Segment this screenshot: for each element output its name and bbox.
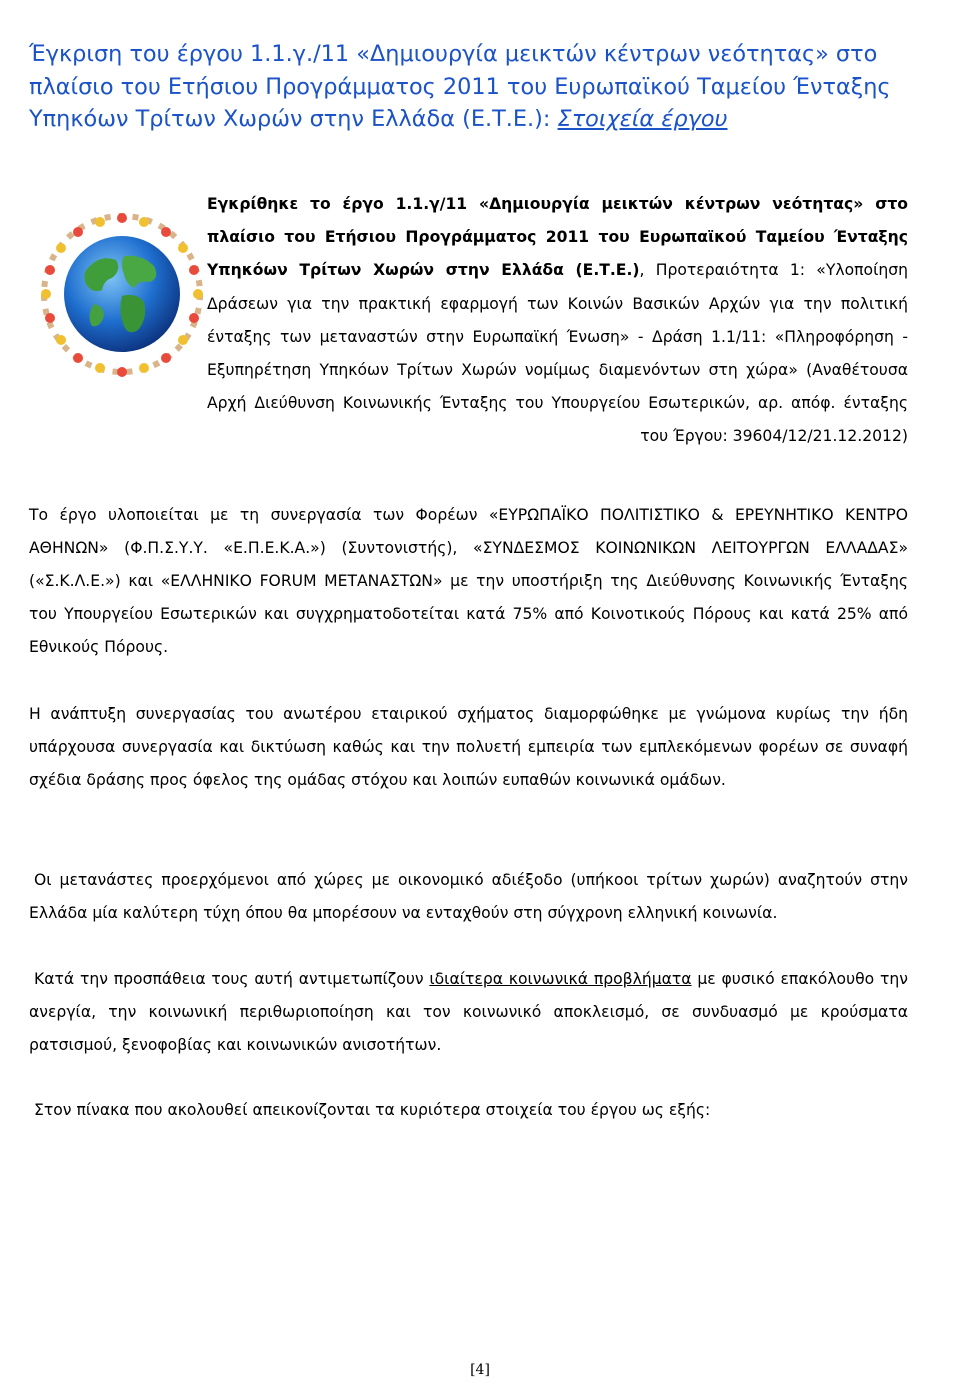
page-number: [4] xyxy=(470,1362,490,1378)
intro-regular-text: , Προτεραιότητα 1: «Υλοποίηση Δράσεων για την πρακτική εφαρμογή των Κοινών Βασικών Αρχών για την πολιτική ένταξης των μεταναστών στην Ευρωπαϊκή Ένωση» - Δράση 1.1/11: «Πληροφόρηση - Εξυπηρέτηση Υπηκόων Τρίτων Χωρών νομίμως διαμενόντων στη χώρα» (Αναθέτουσα Αρχή Διεύθυνση Κοινωνικής Ένταξης του Υπουργείου Εσωτερικών, αρ. απόφ. ένταξης του Έργου: 39604/12/21.12.2012) xyxy=(207,261,908,446)
paragraph-migrants: Οι μετανάστες προερχόμενοι από χώρες με οικονομικό αδιέξοδο (υπήκοοι τρίτων χωρών) αναζητούν στην Ελλάδα μία καλύτερη τύχη όπου θα μπορέσουν να ενταχθούν στη σύγχρονη ελληνική κοινωνία. xyxy=(29,871,908,922)
project-details-link[interactable]: Στοιχεία έργου xyxy=(557,106,728,132)
paragraph-cooperation: Η ανάπτυξη συνεργασίας του ανωτέρου εταιρικού σχήματος διαμορφώθηκε με γνώμονα κυρίως την ήδη υπάρχουσα συνεργασία και δικτύωση καθώς και την πολυετή εμπειρία των εμπλεκόμενων φορέων σε συναφή σχέδια δράσης προς όφελος της ομάδας στόχου και λοιπών ευπαθών κοινωνικά ομάδων. xyxy=(29,705,908,789)
globe-with-children-icon xyxy=(38,208,206,380)
title-text: Έγκριση του έργου 1.1.γ./11 «Δημιουργία μεικτών κέντρων νεότητας» στο πλαίσιο του Ετήσιου Προγράμματος 2011 του Ευρωπαϊκού Ταμείου Ένταξης Υπηκόων Τρίτων Χωρών στην Ελλάδα (Ε.Τ.Ε.): xyxy=(29,41,891,132)
problems-text-after: με φυσικό επακόλουθο την ανεργία, την κοινωνική περιθωριοποίηση και τον κοινωνικό αποκλεισμό, σε συνδυασμό με κρούσματα ρατσισμού, ξενοφοβίας και κοινωνικών ανισοτήτων. xyxy=(29,970,908,1054)
paragraph-problems xyxy=(29,963,908,1062)
social-problems-link[interactable]: ιδιαίτερα κοινωνικά προβλήματα xyxy=(429,970,692,988)
paragraph-table-intro: Στον πίνακα που ακολουθεί απεικονίζονται τα κυριότερα στοιχεία του έργου ως εξής: xyxy=(34,1101,711,1119)
project-intro xyxy=(207,188,908,454)
problems-text-before: Κατά την προσπάθεια τους αυτή αντιμετωπίζουν xyxy=(34,970,430,988)
intro-bold-text: Εγκρίθηκε το έργο 1.1.γ/11 «Δημιουργία μεικτών κέντρων νεότητας» στο πλαίσιο του Ετήσιου Προγράμματος 2011 του Ευρωπαϊκού Ταμείου Ένταξης Υπηκόων Τρίτων Χωρών στην Ελλάδα (Ε.Τ.Ε.) xyxy=(207,195,908,280)
paragraph-partners: Το έργο υλοποιείται με τη συνεργασία των Φορέων «ΕΥΡΩΠΑΪΚΟ ΠΟΛΙΤΙΣΤΙΚΟ & ΕΡΕΥΝΗΤΙΚΟ ΚΕΝΤΡΟ ΑΘΗΝΩΝ» (Φ.Π.Σ.Υ.Υ. «Ε.Π.Ε.Κ.Α.») (Συντονιστής), «ΣΥΝΔΕΣΜΟΣ ΚΟΙΝΩΝΙΚΩΝ ΛΕΙΤΟΥΡΓΩΝ ΕΛΛΑΔΑΣ» («Σ.Κ.Λ.Ε.») και «ΕΛΛΗΝΙΚΟ FORUM ΜΕΤΑΝΑΣΤΩΝ» με την υποστήριξη της Διεύθυνσης Κοινωνικής Ένταξης του Υπουργείου Εσωτερικών και συγχρηματοδοτείται κατά 75% από Κοινοτικούς Πόρους και κατά 25% από Εθνικούς Πόρους. xyxy=(29,506,908,656)
page-title xyxy=(29,38,924,136)
